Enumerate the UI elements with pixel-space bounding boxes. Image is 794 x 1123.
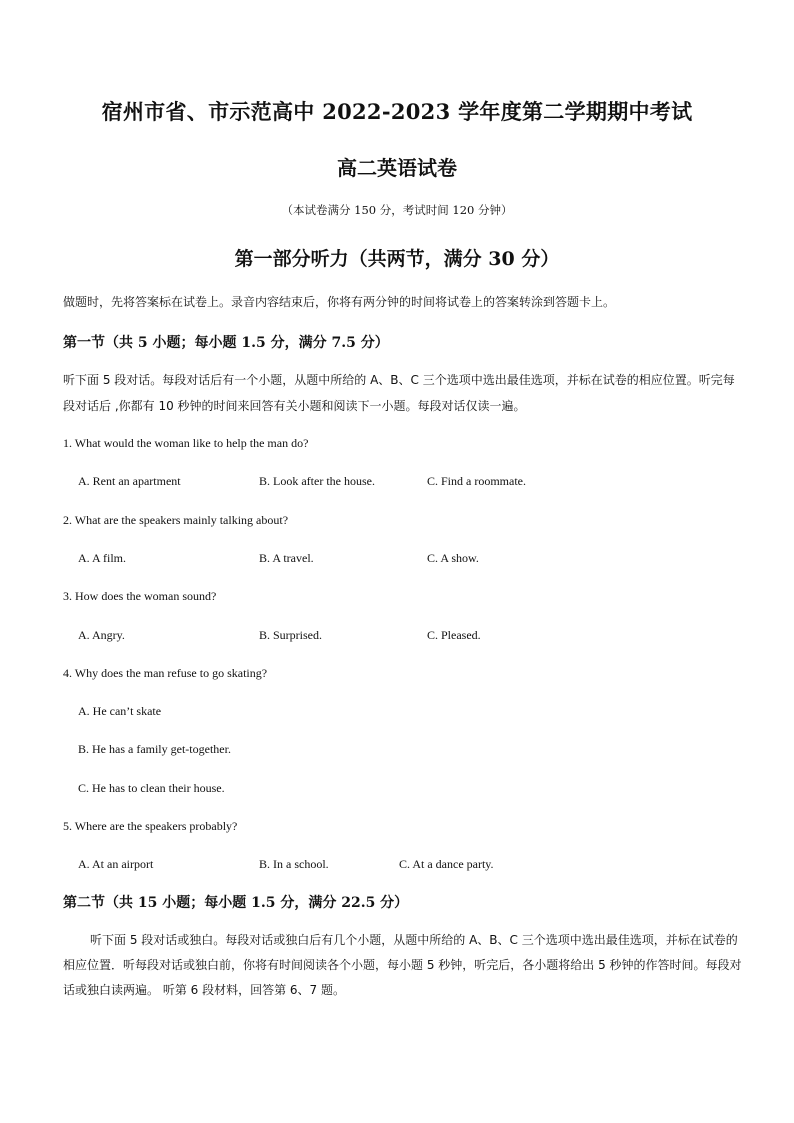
question-4-option-a: A. He can’t skate	[78, 704, 162, 718]
section1-directions: 听下面 5 段对话。每段对话后有一个小题，从题中所给的 A、B、C 三个选项中选出最佳选项，并标在试卷的相应位置。听完每段对话后 ,你都有 10 秒钟的时间来回答有关小题和阅读下一小题。每段对话仅读一遍。	[63, 373, 735, 413]
question-5-stem: 5. Where are the speakers probably?	[63, 819, 238, 833]
question-4-option-b: B. He has a family get-together.	[78, 742, 231, 756]
part1-title: 第一部分听力（共两节，满分 30 分）	[234, 248, 560, 270]
question-2-option-b: B. A travel.	[259, 551, 314, 565]
question-3-option-c: C. Pleased.	[427, 628, 481, 642]
question-4-stem: 4. Why does the man refuse to go skating?	[63, 666, 268, 680]
question-2-option-a: A. A film.	[78, 551, 127, 565]
question-4-option-c: C. He has to clean their house.	[78, 781, 225, 795]
question-5-option-c: C. At a dance party.	[399, 857, 494, 871]
part1-instruction: 做题时，先将答案标在试卷上。录音内容结束后，你将有两分钟的时间将试卷上的答案转涂到答题卡上。	[63, 295, 616, 309]
question-1-stem: 1. What would the woman like to help the man do?	[63, 436, 309, 450]
question-1-option-c: C. Find a roommate.	[427, 474, 526, 488]
question-1-option-a: A. Rent an apartment	[78, 474, 181, 488]
question-2-stem: 2. What are the speakers mainly talking about?	[63, 513, 289, 527]
exam-subtitle: 高二英语试卷	[337, 156, 457, 180]
question-1-option-b: B. Look after the house.	[259, 474, 375, 488]
section2-heading: 第二节（共 15 小题；每小题 1.5 分，满分 22.5 分）	[63, 895, 409, 911]
question-5-option-b: B. In a school.	[259, 857, 329, 871]
question-3-option-a: A. Angry.	[78, 628, 125, 642]
question-2-option-c: C. A show.	[427, 551, 479, 565]
exam-title: 宿州市省、市示范高中 2022-2023 学年度第二学期期中考试	[101, 99, 693, 124]
section1-heading: 第一节（共 5 小题；每小题 1.5 分，满分 7.5 分）	[63, 335, 389, 351]
exam-note: （本试卷满分 150 分，考试时间 120 分钟）	[281, 203, 513, 217]
question-3-option-b: B. Surprised.	[259, 628, 322, 642]
question-5-option-a: A. At an airport	[78, 857, 154, 871]
question-3-stem: 3. How does the woman sound?	[63, 589, 217, 603]
section2-directions: 听下面 5 段对话或独白。每段对话或独白后有几个小题，从题中所给的 A、B、C 三个选项中选出最佳选项，并标在试卷的相应位置．听每段对话或独白前，你将有时间阅读各个小题，每小题 5 秒钟，听完后，各小题将给出 5 秒钟的作答时间。每段对话或独白读两遍。 听第 6 段材料，回答第 6、7 题。	[63, 933, 742, 997]
